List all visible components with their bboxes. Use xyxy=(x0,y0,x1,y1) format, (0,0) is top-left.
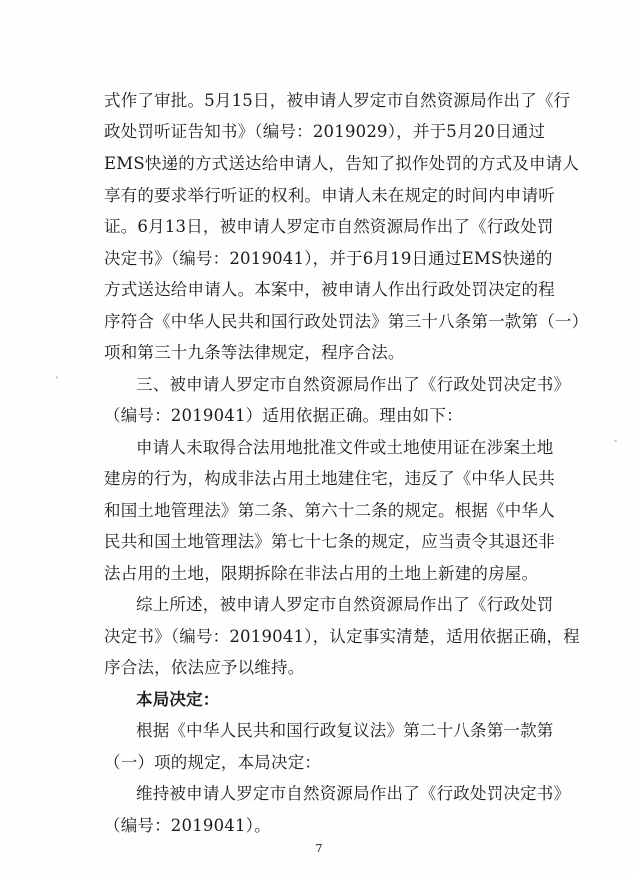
section-heading-line: 三、被申请人罗定市自然资源局作出了《行政处罚决定书》 xyxy=(136,375,571,394)
paragraph-line: 根据《中华人民共和国行政复议法》第二十八条第一款第 xyxy=(136,721,554,740)
paragraph-line: （编号：2019041）适用依据正确。理由如下： xyxy=(104,406,463,425)
paragraph-line: 申请人未取得合法用地批准文件或土地使用证在涉案土地 xyxy=(136,438,554,457)
paragraph-line: 综上所述，被申请人罗定市自然资源局作出了《行政处罚 xyxy=(136,595,554,614)
paragraph-line: 民共和国土地管理法》第七十七条的规定，应当责令其退还非 xyxy=(104,532,555,551)
paragraph-line: （编号：2019041）。 xyxy=(104,816,271,835)
paragraph-line: 维持被申请人罗定市自然资源局作出了《行政处罚决定书》 xyxy=(136,784,571,803)
decision-heading: 本局决定： xyxy=(136,690,220,709)
paragraph-line: 序符合《中华人民共和国行政处罚法》第三十八条第一款第（一） xyxy=(104,312,589,331)
page-number: 7 xyxy=(315,842,323,855)
scan-speck xyxy=(56,376,58,379)
paragraph-line: 法占用的土地，限期拆除在非法占用的土地上新建的房屋。 xyxy=(104,564,539,583)
paragraph-line: EMS快递的方式送达给申请人，告知了拟作处罚的方式及申请人 xyxy=(104,154,580,173)
paragraph-line: 方式送达给申请人。本案中，被申请人作出行政处罚决定的程 xyxy=(104,280,555,299)
paragraph-line: 决定书》（编号：2019041），并于6月19日通过EMS快递的 xyxy=(104,249,553,268)
paragraph-line: 序合法，依法应予以维持。 xyxy=(104,658,305,677)
paragraph-line: 项和第三十九条等法律规定，程序合法。 xyxy=(104,343,405,362)
paragraph-line: 决定书》（编号：2019041），认定事实清楚，适用依据正确，程 xyxy=(104,627,580,646)
paragraph-line: 式作了审批。5月15日，被申请人罗定市自然资源局作出了《行 xyxy=(104,91,571,110)
paragraph-line: 和国土地管理法》第二条、第六十二条的规定。根据《中华人 xyxy=(104,501,555,520)
paragraph-line: （一）项的规定，本局决定： xyxy=(104,753,322,772)
paragraph-line: 政处罚听证告知书》（编号：2019029），并于5月20日通过 xyxy=(104,122,546,141)
scan-speck xyxy=(614,440,617,442)
paragraph-line: 享有的要求举行听证的权利。申请人未在规定的时间内申请听 xyxy=(104,186,555,205)
paragraph-line: 证。6月13日，被申请人罗定市自然资源局作出了《行政处罚 xyxy=(104,217,554,236)
paragraph-line: 建房的行为，构成非法占用土地建住宅，违反了《中华人民共 xyxy=(104,469,555,488)
